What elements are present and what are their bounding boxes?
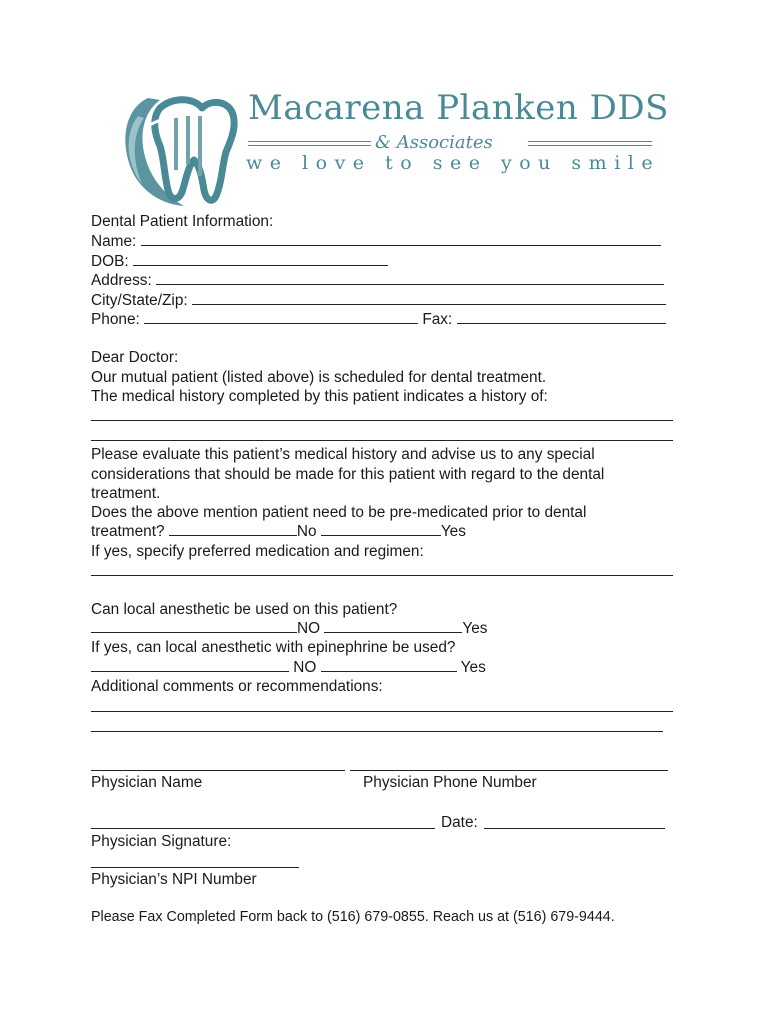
local-no-label: NO (297, 620, 321, 637)
physician-phone-line[interactable] (350, 770, 668, 771)
comments-line-2[interactable] (91, 731, 663, 732)
premedicate-prefix: treatment? (91, 523, 165, 540)
fax-field[interactable] (457, 310, 666, 324)
practice-logo (118, 86, 669, 210)
dob-label: DOB: (91, 253, 129, 270)
question-premedicate: Does the above mention patient need to be pre-medicated prior to dental (91, 504, 587, 521)
form-heading: Dental Patient Information: (91, 213, 274, 230)
address-field[interactable] (156, 271, 664, 285)
question-epinephrine: If yes, can local anesthetic with epinephrine be used? (91, 639, 456, 656)
epinephrine-yes-label: Yes (460, 659, 486, 676)
address-row (91, 271, 664, 290)
address-label: Address: (91, 272, 152, 289)
epinephrine-no-field[interactable] (91, 658, 289, 672)
practice-associates: & Associates (371, 132, 497, 153)
salutation: Dear Doctor: (91, 349, 179, 366)
paragraph-scheduled: Our mutual patient (listed above) is scheduled for dental treatment. (91, 369, 547, 386)
paragraph-evaluate-1: Please evaluate this patient’s medical history and advise us to any special (91, 446, 595, 463)
name-label: Name: (91, 233, 137, 250)
city-state-zip-field[interactable] (192, 291, 666, 305)
comments-prompt: Additional comments or recommendations: (91, 678, 383, 695)
npi-line[interactable] (91, 867, 299, 868)
phone-row (91, 310, 666, 329)
city-label: City/State/Zip: (91, 292, 188, 309)
city-row (91, 291, 666, 310)
local-yes-label: Yes (462, 620, 488, 637)
logo-divider-left-2 (248, 145, 372, 146)
medication-line[interactable] (91, 575, 673, 576)
logo-divider-right-2 (528, 145, 652, 146)
medication-prompt: If yes, specify preferred medication and regimen: (91, 543, 424, 560)
name-field[interactable] (141, 232, 661, 246)
tooth-emblem-icon (118, 86, 248, 210)
dob-row (91, 252, 388, 271)
paragraph-evaluate-2: considerations that should be made for this patient with regard to the dental (91, 466, 605, 483)
practice-name: Macarena Planken DDS (248, 88, 669, 128)
date-label: Date: (441, 814, 478, 831)
logo-divider-left (248, 141, 372, 142)
question-local-anesthetic: Can local anesthetic be used on this patient? (91, 601, 398, 618)
physician-name-line[interactable] (91, 770, 345, 771)
signature-line[interactable] (91, 828, 435, 829)
local-anesthetic-row (91, 619, 487, 638)
premedicate-yes-label: Yes (440, 523, 466, 540)
dob-field[interactable] (133, 252, 388, 266)
phone-label: Phone: (91, 311, 140, 328)
practice-tagline: we love to see you smile (246, 152, 661, 174)
npi-label: Physician’s NPI Number (91, 871, 257, 888)
premedicate-no-field[interactable] (169, 522, 297, 536)
paragraph-evaluate-3: treatment. (91, 485, 161, 502)
footer-fax-note: Please Fax Completed Form back to (516) 679-0855. Reach us at (516) 679-9444. (91, 909, 615, 925)
physician-name-label: Physician Name (91, 774, 203, 791)
history-line-1[interactable] (91, 420, 673, 421)
signature-label: Physician Signature: (91, 833, 232, 850)
date-field[interactable] (484, 828, 665, 829)
comments-line-1[interactable] (91, 711, 673, 712)
paragraph-history: The medical history completed by this patient indicates a history of: (91, 388, 548, 405)
premedicate-no-label: No (296, 523, 317, 540)
local-yes-field[interactable] (324, 619, 462, 633)
name-row (91, 232, 661, 251)
epinephrine-no-label: NO (293, 659, 317, 676)
logo-divider-right (528, 141, 652, 142)
epinephrine-row (91, 658, 486, 677)
premedicate-row (91, 522, 466, 541)
history-line-2[interactable] (91, 440, 673, 441)
premedicate-yes-field[interactable] (321, 522, 441, 536)
physician-phone-label: Physician Phone Number (363, 774, 537, 791)
epinephrine-yes-field[interactable] (321, 658, 457, 672)
local-no-field[interactable] (91, 619, 297, 633)
phone-field[interactable] (144, 310, 418, 324)
fax-label: Fax: (422, 311, 453, 328)
